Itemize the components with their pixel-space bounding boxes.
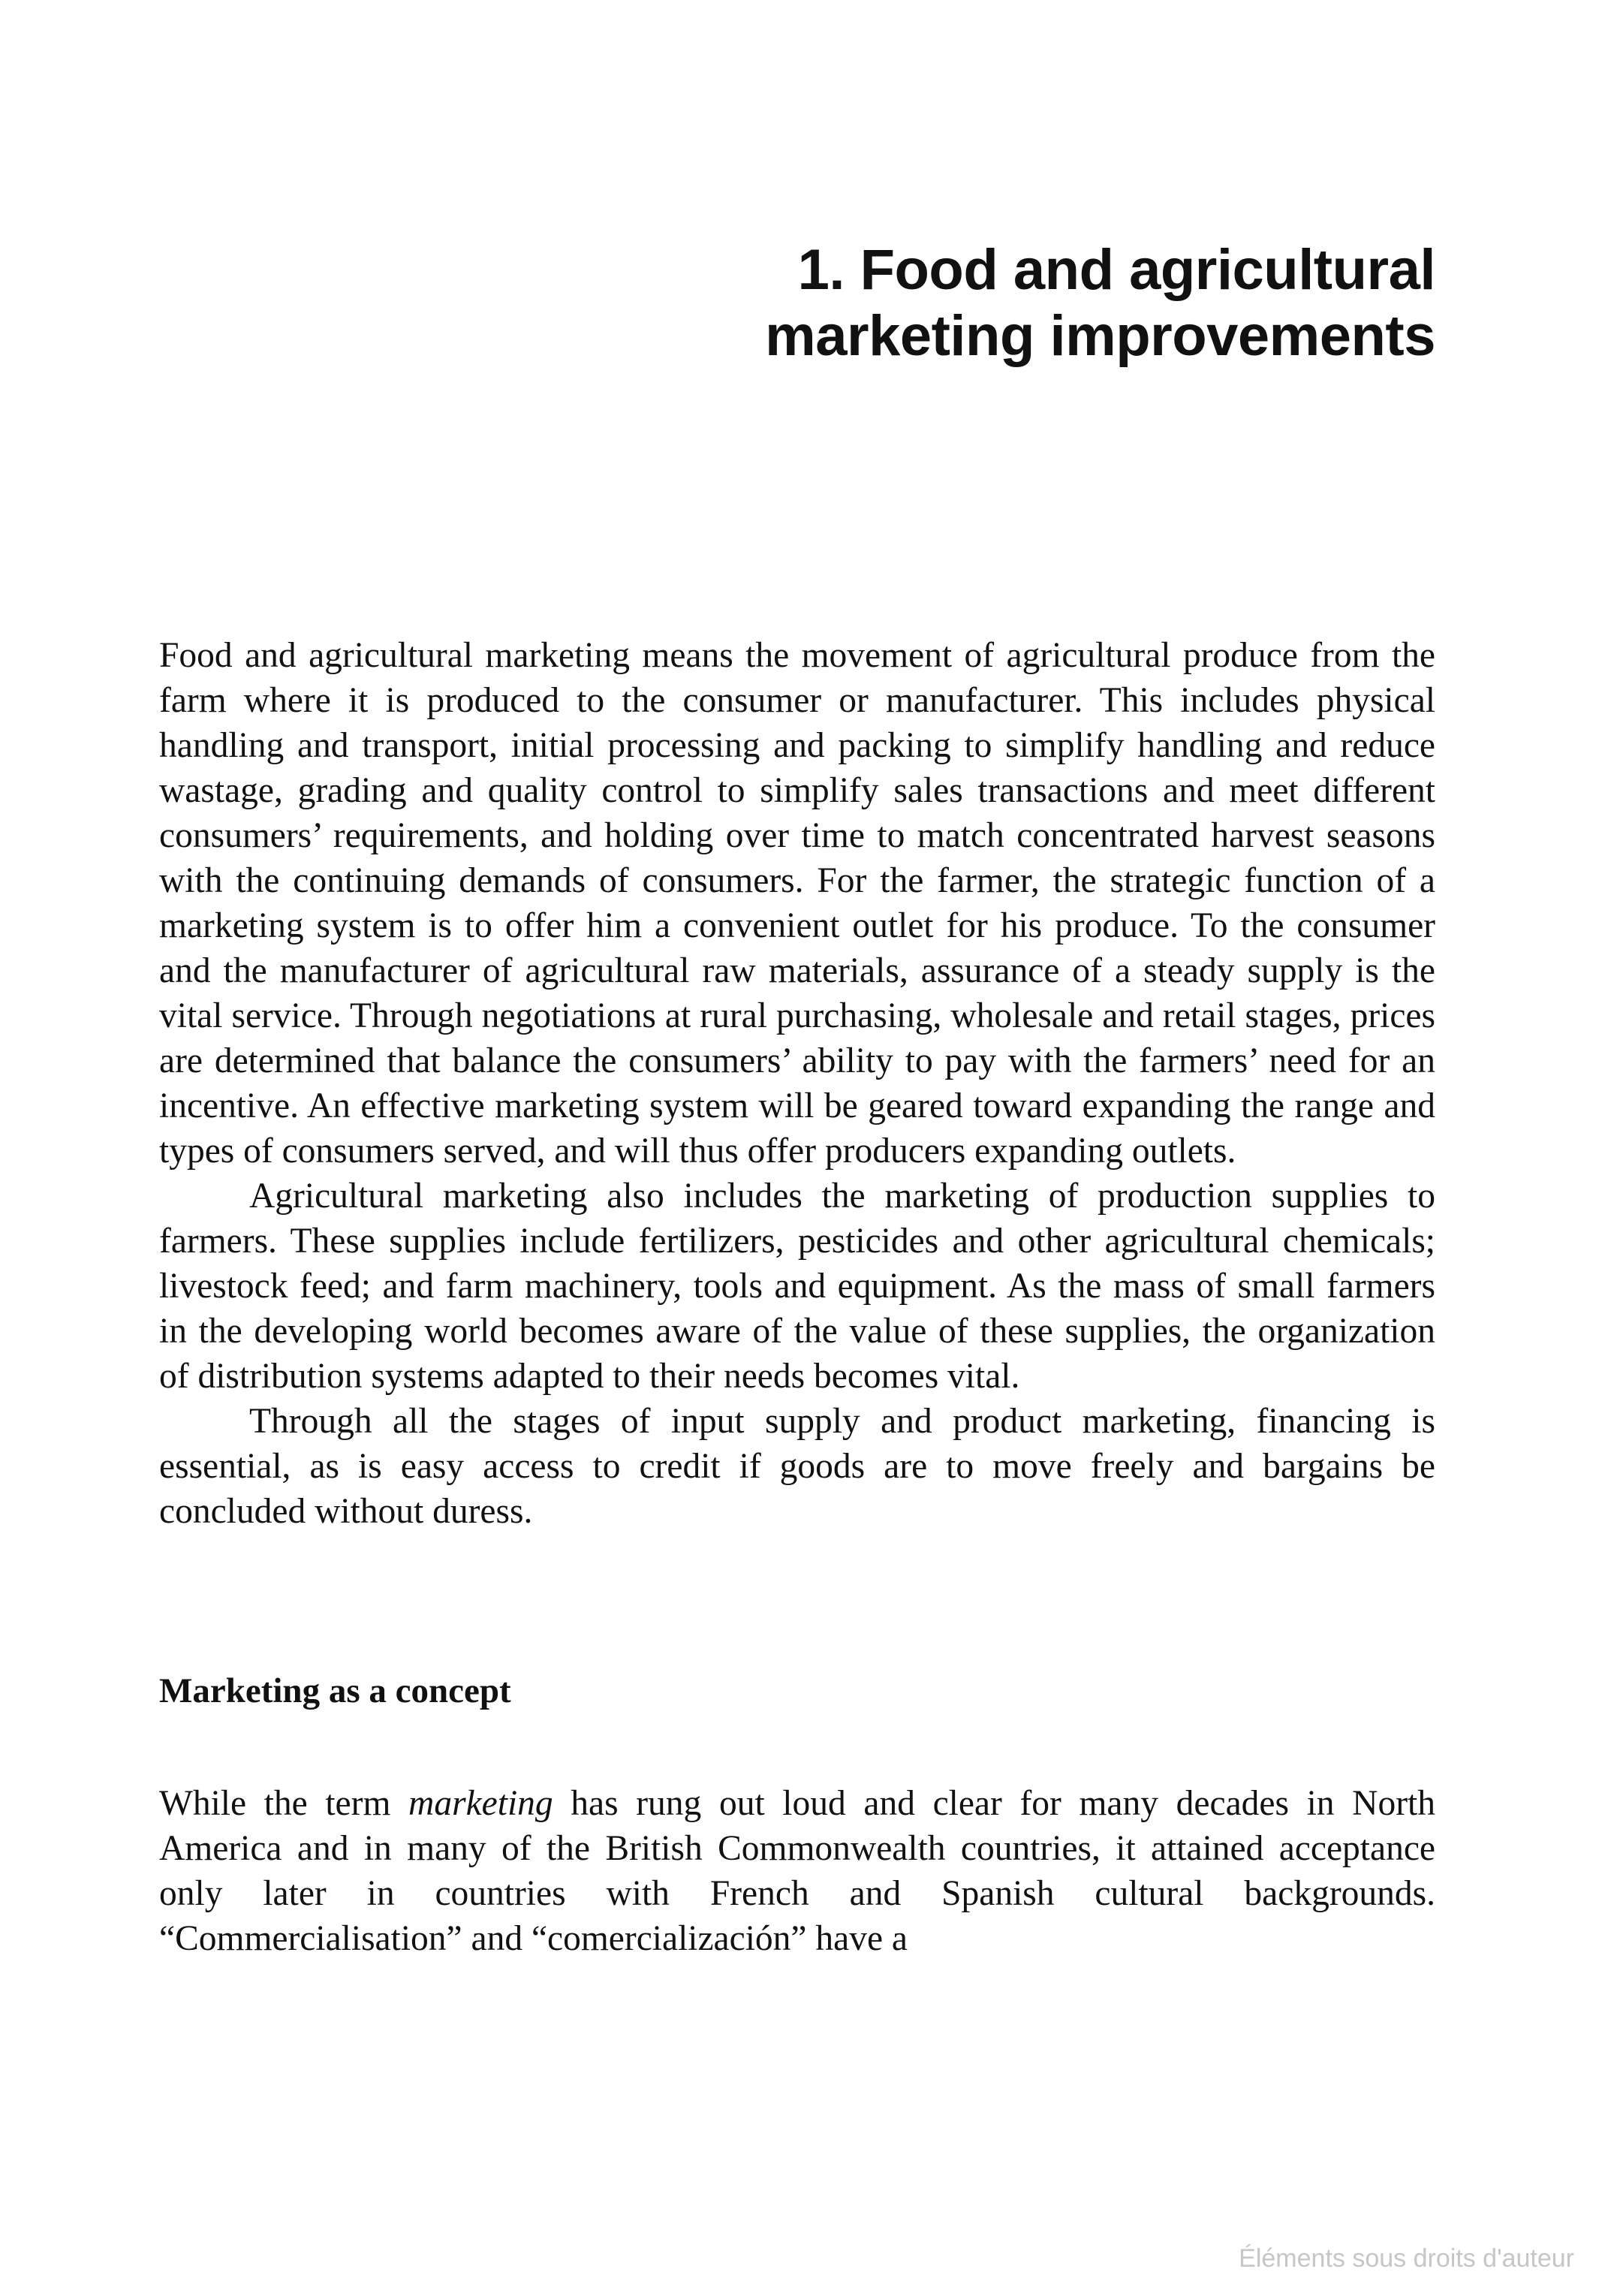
copyright-watermark: Éléments sous droits d'auteur bbox=[1239, 2244, 1574, 2273]
intro-paragraph-2: Agricultural marketing also includes the marketing of production supplies to farmers. These supplies include fertilizers, pesticides and other agricultural chemicals; livestock feed; and farm machinery, tools and equipment. As the mass of small farmers in the developing world becomes aware of the value of these supplies, the organization of distribution systems adapted to their needs becomes vital. bbox=[159, 1177, 1435, 1396]
intro-paragraph-1: Food and agricultural marketing means the movement of agricultural produce from the farm where it is produced to the consumer or manufacturer. This includes physical handling and transport, initial processing and packing to simplify handling and reduce wastage, grading and quality control to simplify sales transactions and meet different consumers’ requirements, and holding over time to match concentrated harvest seasons with the continuing demands of consumers. For the farmer, the strategic function of a marketing system is to offer him a convenient outlet for his produce. To the consumer and the manufacturer of agricultural raw materials, assurance of a steady supply is the vital service. Through negotiations at rural purchasing, wholesale and retail stages, prices are determined that balance the consumers’ ability to pay with the farmers’ need for an incentive. An effective marketing system will be geared toward expanding the range and types of consumers served, and will thus offer producers expanding outlets. bbox=[159, 636, 1435, 1171]
section-heading: Marketing as a concept bbox=[159, 1671, 511, 1710]
intro-section bbox=[159, 633, 1435, 1534]
intro-paragraph-3: Through all the stages of input supply and product marketing, financing is essential, as is easy access to credit if goods are to move freely and bargains be concluded without duress. bbox=[159, 1402, 1435, 1531]
concept-paragraph-start: While the term bbox=[159, 1784, 409, 1823]
concept-section bbox=[159, 1781, 1435, 1961]
concept-paragraph-rest: has rung out loud and clear for many decades in North America and in many of the British Commonwealth countries, it attained acceptance only later in countries with French and Spanish cultural backgrounds. “Commercialisation” and “comercialización” have a bbox=[159, 1784, 1436, 1958]
concept-paragraph bbox=[159, 1781, 1435, 1961]
chapter-title-line-2: marketing improvements bbox=[765, 304, 1435, 368]
chapter-title bbox=[534, 237, 1435, 369]
chapter-title-line-1: 1. Food and agricultural bbox=[797, 238, 1435, 302]
concept-paragraph-emphasis: marketing bbox=[408, 1784, 553, 1823]
